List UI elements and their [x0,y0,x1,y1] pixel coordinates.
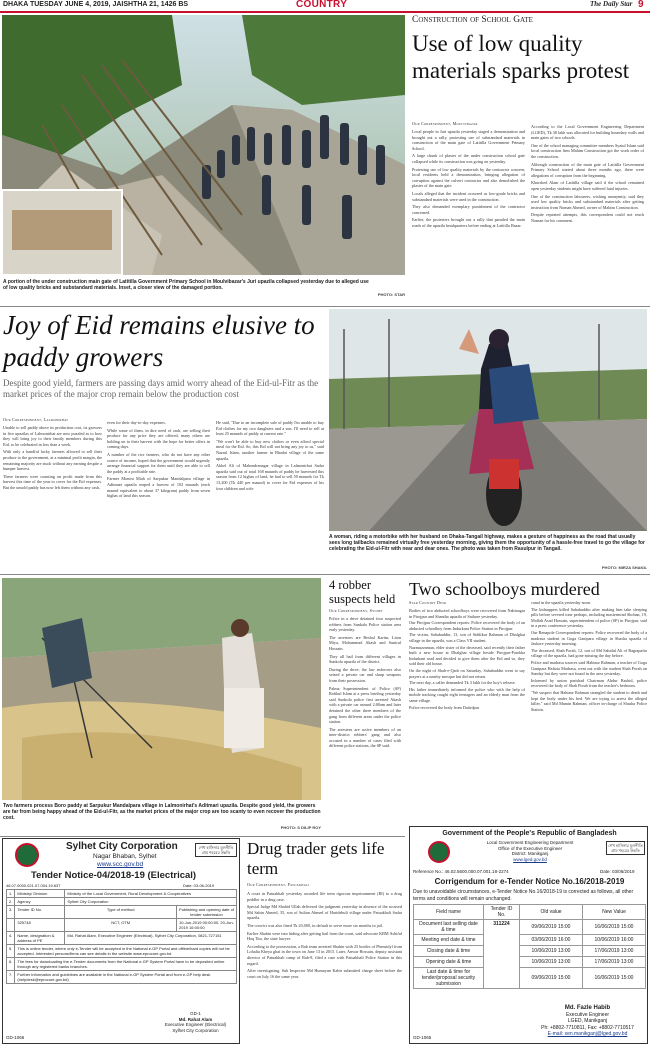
ad-web: www.scc.gov.bd [97,861,144,868]
sign-name: Md. Rahat Alam [178,1016,213,1022]
cell: Agency [15,898,65,906]
sylhet-tender-ad [2,838,240,1044]
para: One of the construction labourers, wishing anonymity, said they used low quality bricks and substandard materials after getting instruction from Noman Ahmed, owner of Mahim Construction. [531,193,644,210]
para: The deceased, Shah Porah, 12, son of Md Sahidul Ali of Ragrapafar village of the upazila, had gone missing the day before. [531,647,647,659]
memo-no: 46.07.0000.021.07.004.19.637 [6,883,61,888]
para: According to the prosecution, a Rab team arrested Shahin with 25 bottles of Phensidyl from Lohalia Kheya ghat in the town on June 13 in 2015. Later, Anwar Hossain, deputy assistant director of Patuakhali camp of Rab-8, filed a case with Patuakhali Police Station in this regard. [247,943,402,966]
highway-photo [329,309,647,531]
schoolboys-headline: Two schoolboys murdered [409,579,600,599]
para: Bodies of two abducted schoolboys were recovered from Nabinagar in Pirojpur and Shantha upazila of Sathore yesterday. [409,608,525,619]
eid-headline: Joy of Eid remains elusive to paddy growers [3,310,315,372]
para: "We suspect that Habizur Rahman strangled the student to death and kept the body under his bed. We are trying to arrest the alleged killer," said Md Mamin Rahman, officer in-charge of Shasha Police Station. [531,689,647,712]
table-row [7,958,237,971]
schoolboys-byline: Star Country Desk [409,600,447,605]
para: With only a handful lucky farmers allowed to sell their produce to the government, at a minimal profit margin, the remaining majority are stuck without any earning despite a bumper harvest. [3,449,102,472]
table-row [414,920,646,935]
sign-block [153,1011,238,1033]
divider [0,836,405,837]
para: According to the Local Government Engineering Department (LGED), Tk 30 lakh was allocated for building boundary walls and main gates of two schools. [531,124,644,141]
para: Police and madrasa sources said Habizur Rahman, a teacher of Goga Ganipara Hafizia Madrasa, went out with the student Shah Porah on Sunday but they were not found in the area yesterday. [531,659,647,677]
para: Although construction of the main gate of Latitilla Government Primary School started about three months ago, there were allegations of corruption from the beginning. [531,161,644,178]
school-col-1 [412,129,525,229]
dateline: DHAKA TUESDAY JUNE 4, 2019, JAISHTHA 21, 1426 BS [3,1,189,8]
sign-title: Executive Engineer (Electrical) [164,1022,227,1027]
sign-block [530,1005,645,1038]
table-row [7,898,237,906]
drug-byline: Our Correspondent, Patuakhali [247,882,310,887]
para: even for their day-to-day expenses. [107,420,166,425]
cell: Publishing and opening date of tender submission [177,906,237,919]
cell: 03/06/2019 16:00 [520,935,583,946]
paddy-image [2,578,321,800]
cell: Further information and guidelines are available in the National e-GP System Portal and from e-GP help desk (helpdesk@eprocure.gov.bd) [15,971,237,984]
cell: 17/06/2019 13:00 [583,957,646,968]
ad-title: Tender Notice-04/2018-19 (Electrical) [31,870,197,881]
para: Special Judge Md Shahid Ullah delivered the judgment yesterday in absence of the accused Md Sabin Ahmed, 35, son of Sultan Ahmed of Haridebuli village under Patuakhali Sadar upazila. [247,904,402,921]
ad-gov: Government of the People's Republic of Bangladesh [442,830,617,837]
cell: Ministry of the Local Government, Rural Development & Cooperatives [65,890,237,898]
table-row [7,971,237,984]
para: He said, "Due to an incomplete sale of paddy I'm unable to buy Eid clothes for my two daughters and a son. I'll need to sell at least 25 maunds of paddy at current rate." [216,420,324,437]
cell: 17/06/2019 13:00 [583,946,646,957]
memo-date: Date: 03-06-2019 [183,883,215,888]
cell: Name, designation & address of PE [15,932,65,945]
cell: 1. [7,890,15,898]
ad-address: Nagar Bhaban, Sylhet [93,853,157,860]
table-row [7,945,237,958]
cell: 09/06/2019 15:00 [520,920,583,935]
cell: 2. [7,898,15,906]
cell: Md. Rahat Alam, Executive Engineer (Electrical), Sylhet City Corporation, 0821-727151 [65,932,237,945]
para: Farmer Monira Miah of Sarpukur Mandalpara village in Aditmari upazila reaped a harvest of 102 maunds (each maund equivalent to about 37 kilogram) paddy from seven bighas of land this season. [107,476,210,499]
eid-col-3 [216,420,324,491]
highway-credit: PHOTO: MIRZA SHAKIL [601,565,647,570]
robber-headline: 4 robber suspects held [329,578,396,606]
section-title: COUNTRY [296,0,348,10]
gd-code: GD-1065 [413,1035,432,1040]
para: Informed by union parishad Chairman Abdur Rashid, police recovered the body of Shah Porah from the teacher's bedroom. [531,677,647,689]
schoolboys-col-1 [409,608,525,710]
school-photo-credit: PHOTO: STAR [377,292,405,297]
page-number: 9 [638,0,644,10]
table-row [7,932,237,945]
cell: 6. [7,958,15,971]
cell: 10/06/2019 13:00 [520,946,583,957]
table-row [414,957,646,968]
para: Earlier Shabin were into hiding after getting bail from the court, said advocate KBM Ashiful Haq Titu, the state lawyer. [247,930,403,942]
para: These farmers were counting on profit made from this harvest this time of the year to cover for the Eid expenses. But the unsold paddy has now left them without any cash, [3,473,102,490]
school-gate-image [2,15,405,275]
sign-title: Executive Engineer [565,1011,610,1018]
sign-name: Md. Fazle Habib [564,1005,611,1011]
ad-org: Sylhet City Corporation [66,841,178,852]
divider [0,306,650,307]
para: Our Benapole Correspondent reports: Police recovered the body of a madrasa student in Goga Ganipara village in Shasha upazila of Jashore yesterday morning. [531,629,647,647]
para: Nazmuzzaman, elder sister of the deceased, said recently their father built a new house at Dhalghat village beside Pirojpur-Patokha Indurkani road and decided to give them after the Eid and so, they sold their old house. [409,644,525,667]
para: Police recovered the body from Daiirdpur [409,704,480,710]
th: Field name [414,905,484,920]
slogan-box: শেখ হাসিনার মূলনীতি গ্রাম শহরের উন্নতি [606,841,645,855]
tender-id-cell: 311224 [484,920,520,989]
para: canal in the upazila yesterday noon. [531,600,591,605]
para: The kidnappers killed Sahabuddin after making him take sleeping pills before severed tone perhaps, including mastermind Shohan, 19, Mollah Asad Hossain, superintendent of police (SP) in Pirojpur, said in a press conference yesterday. [531,606,647,629]
cell: The fees for downloading the e-Tender documents from the National e-GP System Portal have to be deposited online through any registered banks branches. [15,958,237,971]
para: After investigating, Sub Inspector Md Humayun Kabir submitted charge sheet before the court on July 16 the same year. [247,968,402,979]
table-row [7,890,237,898]
para: While some of them, in dire need of cash, are selling their produce for any price they are offered, many others are holding on to their harvest with the hope for better offers in coming days. [107,427,210,450]
para: A number of the rice farmers, who do not have any other source of income, hoped that the government would urgently arrange financial support for them until they are able to sell the paddy at a profitable rate. [107,451,210,474]
ad-district: District: Manikganj [511,851,549,856]
para: Local people in Juri upazila yesterday staged a demonstration and brought out a rally, protesting use of substandard materials in construction of the main gate of Latitilla Government Primary School. [412,129,525,151]
cell: Last date & time for tender/proposal security submission [414,968,484,989]
school-headline: Use of low quality materials sparks protest [412,31,630,83]
paper-logo: The Daily Star [590,0,633,8]
cell: Sylhet City Corporation [65,898,237,906]
para: They all hail from different villages in Sunkola upazila of the district. [329,653,401,665]
para: The next day, a caller demanded Tk 3 lakh for the boy's release. [409,680,516,686]
cell: 5. [7,945,15,958]
cell: Meeting end date & time [414,935,484,946]
para: Unable to sell paddy above its production cost, its growers in five upazilas of Lalmonirhat are now puzzled as to how they will bring joy to their family members during this Eid, to be celebrated in less than a week. [3,425,102,447]
motorbike-image [329,309,647,531]
cell: 10/06/2019 16:00 [583,935,646,946]
para: The arrestees are active members of an inter-district robbers' gang and also accused in a number of cases filed with different police stations, the SP said. [329,726,401,749]
ad-office: Office of the Executive Engineer [497,845,563,851]
cell: Type of method [65,906,177,919]
farmer-caption: Two farmers process Boro paddy at Sarpukur Mandalpara village in Lalmonirhat's Aditmari upazila. Despite good yield, the growers are far from being happy ahead of the Eid-ul-Fitr, as the market prices of the major crop are too scanty to even recover the production cost. [3,803,321,822]
govt-seal-icon [15,843,39,867]
th: New Value [583,905,646,920]
para: Police in a drive detained four suspected robbers from Sunkala Police station area early yesterday. [329,616,401,633]
eid-byline: Our Correspondent, Lalmonirhat [3,417,69,422]
cell: 16/06/2019 15:00 [583,968,646,989]
cell: Closing date & time [414,946,484,957]
ad-ref: Reference No.: 46.02.5600.000.07.001.18-2274 [413,869,509,874]
para: They also demanded exemplary punishment of the contractor concerned. [412,204,525,215]
slogan-box: শেখ হাসিনার মূলনীতি গ্রাম শহরের উন্নতি [195,843,237,857]
sign-org: Sylhet City Corporation [172,1027,219,1033]
sign-contact: Ph: +8802-7710811, Fax: +8802-7710517 [541,1024,634,1031]
cell: 325748 [15,919,65,932]
para: One of the school managing committee members Syatul Islam said local construction firm Mahim Construction got the work order of the construction. [531,142,644,159]
th: Old value [520,905,583,920]
para: Palma Superintendent of Police (SP) Rafikul Islam at a press briefing yesterday said Sunkola police first arrested Akash with a private car around 2:00am and later detained the other three members of the gang from different areas under the police station. [329,685,401,725]
cell: Document last selling date & time [414,920,484,935]
school-col-2 [531,124,644,224]
corrigendum-table [413,904,646,989]
ad-title: Corrigendum for e-Tender Notice No.16/2018-2019 [434,877,625,886]
cell: 7. [7,971,15,984]
table-row [414,968,646,989]
corrigendum-ad [409,826,648,1044]
farmer-photo [2,578,321,800]
th: Tender ID No. [484,905,520,920]
para: Protesting use of low quality materials by the contractor concern, local residents held a demonstration, bringing allegation of corruption against the culvert contractor and also demolished the plaster of the main gate. [412,166,525,189]
cell: 10/06/2019 13:00 [520,957,583,968]
drug-headline: Drug trader gets life term [247,839,385,878]
table-header [414,905,646,920]
robber-body [329,616,401,749]
para: Our Pirojpur Correspondent reports: Police recovered the body of an abducted schoolboy from Indurkani Police Station in Pirojpur. [409,620,525,631]
farmer-credit: PHOTO: S DILIP ROY [280,825,321,830]
para: A court in Patuakhali yesterday awarded life term rigorous imprisonment (RI) to a drug peddler in a drug case. [247,891,402,902]
ad-date: Date: 03/06/2019 [600,869,635,874]
sign-org: LGED, Manikganj [567,1018,608,1024]
para: On the night of Shab-e-Qadr on Saturday, Sahabuddin went to say prayers at a nearby mosque but did not return. [409,667,525,679]
tender-table [6,889,237,984]
school-byline: Our Correspondent, Moulvibazar [412,121,478,126]
table-row [7,919,237,932]
cell: Opening date & time [414,957,484,968]
eid-deck: Despite good yield, farmers are passing days amid worry ahead of the Eid-ul-Fitr as the market prices of the major crop remain below the production cost [3,378,319,399]
para: A large chunk of plaster of the under construction school gate collapsed while its construction was going on yesterday. [412,153,525,164]
para: The victim, Sahabuddin, 13, son of Siddikur Rahman of Dhalghat village in the upazila, was a Class VII student. [409,632,525,643]
cell: 09/06/2019 15:00 [520,968,583,989]
para: The convict was also fined Tk 20,000, in default to serve more six months in jail. [247,922,383,928]
cell: Ministry/ Division [15,890,65,898]
drug-body [247,891,402,979]
cell: 4. [7,932,15,945]
school-gate-photo [2,15,405,275]
cell: 3. [7,906,15,919]
header-rule [0,11,650,13]
lged-logo-icon [428,841,450,863]
ad-dept: Local Government Engineering Department [486,840,574,845]
cell: This is online tender, where only e-Tender will be accepted in the National e-GP Portal and offline/hard copies will not be accepted. Interested persons/firms can see details in the website www.eprocure.gov.bd [15,945,237,958]
cell: NCT, OTM [65,919,177,932]
highway-caption: A woman, riding a motorbike with her husband on Dhaka-Tangail highway, makes a gesture of happiness as the road that usually sees long tailbacks remained virtually free yesterday morning, giving them the opportunity of a hassle-free travel to go the village for celebrating the Eid-ul-Fitr with near and dear ones. The photo was taken from Rasulpur in Tangail. [329,534,645,553]
para: "We won't be able to buy new clothes or even afford special meal for the Eid. So, this Eid will not bring any joy to us," said Nazrul Islam, another farmer in Bhadai village of the same upazila. [216,438,324,461]
cell: Tender ID No. [15,906,65,919]
para: During the drive, the law enforcers also seized a private car and sharp weapons from their possession. [329,666,401,683]
para: Earlier, the protesters brought out a rally that paraded the main roads of the upazila headquarters before ending at Latitilla Bazar. [412,217,525,228]
para: Akkel Ali of Mahendranagar village in Lalmonirhat Sadar upazila said out of total 168 maunds of paddy he harvested this season from 12 bighas of land, he had to sell 50 maunds for Tk 13,200 (Tk 440 per maund) to cover for Eid expenses of his four children and wife. [216,463,324,491]
ad-intro: Due to unavoidable circumstances, e-Tender Notice No.16/2018-19 is corrected as follows, all other terms and conditions will remain unchanged. [413,889,634,902]
sign-code: GD-1 [190,1011,201,1016]
robber-byline: Our Correspondent, Sylhet [329,608,383,613]
cell: 10-Jun-2019 00:00:00, 20-Jun-2019 16:00:00 [177,919,237,932]
schoolboys-col-2 [531,600,647,712]
ad-dept-block [460,840,600,862]
school-kicker: Construction of School Gate [412,15,533,25]
gd-code: GD-1066 [6,1035,25,1040]
cell [7,919,15,932]
para: His father immediately informed the police who with the help of mobile tracking caught eight teenagers and an elderly man from the same village. [409,686,525,703]
sign-email: E-mail: xen.manikganj@lged.gov.bd [547,1031,628,1037]
divider [0,574,650,575]
school-photo-caption: A portion of the under construction main gate of Latitilla Government Primary School in Moulvibazar's Juri upazila collapsed yesterday due to alleged use of low quality bricks and substandard materials. Inset, a closer view of the damaged portion. [3,279,369,292]
cell: 16/06/2019 15:00 [583,920,646,935]
ad-web: www.lged.gov.bd [513,856,547,862]
table-row [7,906,237,919]
para: Locals alleged that the incident occurred as low-grade bricks and substandard materials were used in the construction. [412,190,525,202]
eid-col-2 [107,420,210,499]
para: The arrestees are Beshal Karim, Liton Miya, Mohammad Akash and Sunirul Hossain. [329,634,401,651]
para: Despite repeated attempts, this correspondent could not reach Noman for his comment. [531,212,644,223]
table-row [414,946,646,957]
eid-col-1 [3,425,102,491]
para: Khurshed Alam of Latitilla village said if the school remained open yesterday students might have suffered fatal injuries. [531,180,644,191]
table-row [414,935,646,946]
